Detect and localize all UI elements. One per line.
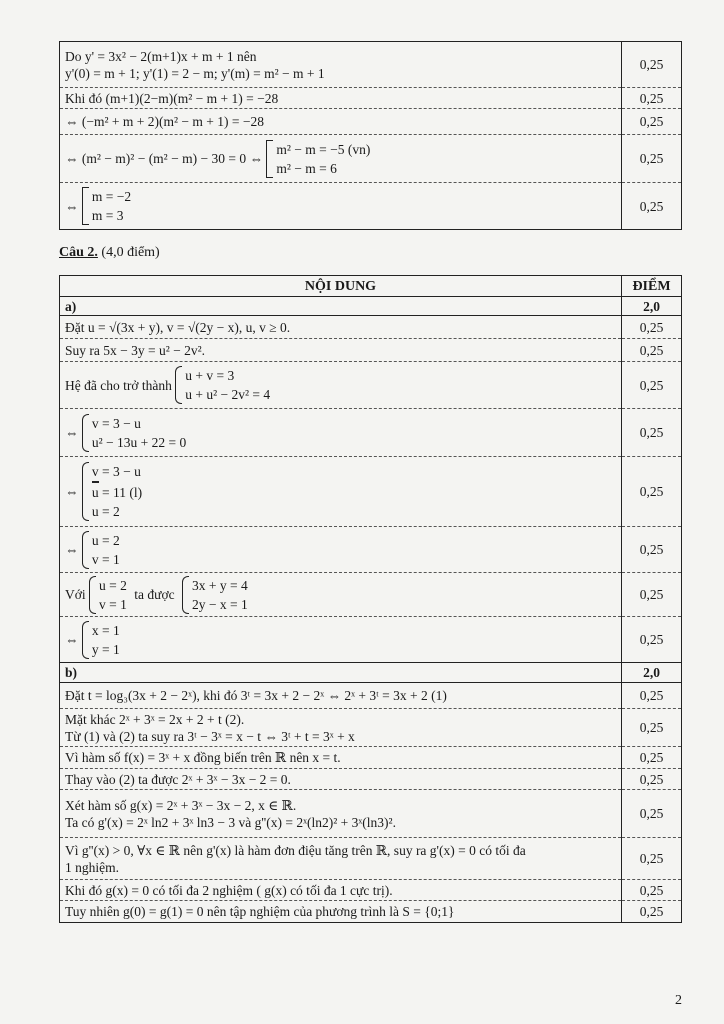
table-row — [60, 838, 682, 880]
part-row — [60, 663, 682, 683]
table-row — [60, 790, 682, 838]
content-cell: ⇔ v = 3 − u u = 11 (l) u = 2 — [60, 457, 622, 527]
score-cell: 0,25 — [622, 880, 682, 901]
table-row — [60, 709, 682, 747]
system-brace: v = 3 − u u² − 13u + 22 = 0 — [82, 414, 186, 452]
content-cell: Suy ra 5x − 3y = u² − 2v². — [60, 339, 622, 362]
score-cell: 0,25 — [622, 901, 682, 923]
score-cell: 0,25 — [622, 457, 682, 527]
score-cell: 0,25 — [622, 109, 682, 135]
question-heading: Câu 2. (4,0 điểm) — [59, 245, 160, 260]
content-cell: ⇔ v = 3 − u u² − 13u + 22 = 0 — [60, 409, 622, 457]
score-cell: 0,25 — [622, 362, 682, 409]
table-row — [60, 316, 682, 339]
table-row — [60, 617, 682, 663]
score-cell: 0,25 — [622, 88, 682, 109]
content-cell: Do y' = 3x² − 2(m+1)x + m + 1 nên y'(0) = m + 1; y'(1) = 2 − m; y'(m) = m² − m + 1 — [60, 42, 622, 88]
table-header-row — [60, 276, 682, 297]
table-row — [60, 409, 682, 457]
score-cell: 0,25 — [622, 790, 682, 838]
table-row — [60, 747, 682, 769]
page-number: 2 — [675, 993, 682, 1008]
content-cell: Thay vào (2) ta được 2ˣ + 3ˣ − 3x − 2 = 0. — [60, 769, 622, 790]
content-cell: ⇔ m = −2 m = 3 — [60, 183, 622, 230]
part-score: 2,0 — [622, 663, 682, 683]
content-cell: ⇔ x = 1 y = 1 — [60, 617, 622, 663]
header-score: ĐIỂM — [622, 276, 682, 297]
options-bracket: u = 11 (l) u = 2 — [92, 481, 142, 521]
score-cell: 0,25 — [622, 709, 682, 747]
table-row — [60, 573, 682, 617]
system-brace: 3x + y = 4 2y − x = 1 — [182, 576, 248, 614]
score-cell: 0,25 — [622, 42, 682, 88]
content-cell: ⇔ (m² − m)² − (m² − m) − 30 = 0 ⇔ m² − m = −5 (vn) m² − m = 6 — [60, 135, 622, 183]
solution-table-1 — [59, 41, 682, 230]
header-content: NỘI DUNG — [60, 276, 622, 297]
score-cell: 0,25 — [622, 769, 682, 790]
table-row — [60, 109, 682, 135]
table-row — [60, 362, 682, 409]
content-cell: Đặt t = log₃(3x + 2 − 2ˣ), khi đó 3ᵗ = 3x + 2 − 2ˣ ⇔ 2ˣ + 3ᵗ = 3x + 2 (1) — [60, 683, 622, 709]
table-row — [60, 457, 682, 527]
table-row — [60, 769, 682, 790]
system-brace: u = 2 v = 1 — [89, 576, 127, 614]
table-row — [60, 88, 682, 109]
table-row — [60, 183, 682, 230]
part-label: a) — [60, 297, 622, 316]
score-cell: 0,25 — [622, 527, 682, 573]
options-bracket: m = −2 m = 3 — [82, 187, 131, 225]
table-row — [60, 527, 682, 573]
content-cell: Xét hàm số g(x) = 2ˣ + 3ˣ − 3x − 2, x ∈ ℝ. Ta có g'(x) = 2ˣ ln2 + 3ˣ ln3 − 3 và g''(x) = 2ˣ(ln2)² + 3ˣ(ln3)². — [60, 790, 622, 838]
table-row — [60, 683, 682, 709]
score-cell: 0,25 — [622, 838, 682, 880]
table-row — [60, 42, 682, 88]
score-cell: 0,25 — [622, 617, 682, 663]
table-row — [60, 880, 682, 901]
content-cell: ⇔ u = 2 v = 1 — [60, 527, 622, 573]
score-cell: 0,25 — [622, 409, 682, 457]
options-bracket: m² − m = −5 (vn) m² − m = 6 — [266, 140, 370, 178]
content-cell: ⇔ (−m² + m + 2)(m² − m + 1) = −28 — [60, 109, 622, 135]
content-cell: Vì hàm số f(x) = 3ˣ + x đồng biến trên ℝ nên x = t. — [60, 747, 622, 769]
content-cell: Vì g''(x) > 0, ∀x ∈ ℝ nên g'(x) là hàm đơn điệu tăng trên ℝ, suy ra g'(x) = 0 có tối đa 1 nghiệm. — [60, 838, 622, 880]
table-row — [60, 339, 682, 362]
score-cell: 0,25 — [622, 135, 682, 183]
content-cell: Khi đó (m+1)(2−m)(m² − m + 1) = −28 — [60, 88, 622, 109]
part-label: b) — [60, 663, 622, 683]
table-row — [60, 135, 682, 183]
system-brace: v = 3 − u u = 11 (l) u = 2 — [82, 462, 142, 521]
score-cell: 0,25 — [622, 339, 682, 362]
score-cell: 0,25 — [622, 573, 682, 617]
system-brace: u = 2 v = 1 — [82, 531, 120, 569]
score-cell: 0,25 — [622, 747, 682, 769]
content-cell: Hệ đã cho trở thành u + v = 3 u + u² − 2v² = 4 — [60, 362, 622, 409]
content-cell: Tuy nhiên g(0) = g(1) = 0 nên tập nghiệm của phương trình là S = {0;1} — [60, 901, 622, 923]
system-brace: x = 1 y = 1 — [82, 621, 120, 659]
part-row — [60, 297, 682, 316]
content-cell: Với u = 2 v = 1 ta được 3x + y = 4 2y − x = 1 — [60, 573, 622, 617]
content-cell: Khi đó g(x) = 0 có tối đa 2 nghiệm ( g(x) có tối đa 1 cực trị). — [60, 880, 622, 901]
part-score: 2,0 — [622, 297, 682, 316]
solution-table-2 — [59, 275, 682, 923]
content-cell: Mặt khác 2ˣ + 3ˣ = 2x + 2 + t (2). Từ (1) và (2) ta suy ra 3ᵗ − 3ˣ = x − t ⇔ 3ᵗ + t = 3ˣ + x — [60, 709, 622, 747]
system-brace: u + v = 3 u + u² − 2v² = 4 — [175, 366, 270, 404]
table-row — [60, 901, 682, 923]
score-cell: 0,25 — [622, 683, 682, 709]
score-cell: 0,25 — [622, 316, 682, 339]
score-cell: 0,25 — [622, 183, 682, 230]
content-cell: Đặt u = √(3x + y), v = √(2y − x), u, v ≥ 0. — [60, 316, 622, 339]
